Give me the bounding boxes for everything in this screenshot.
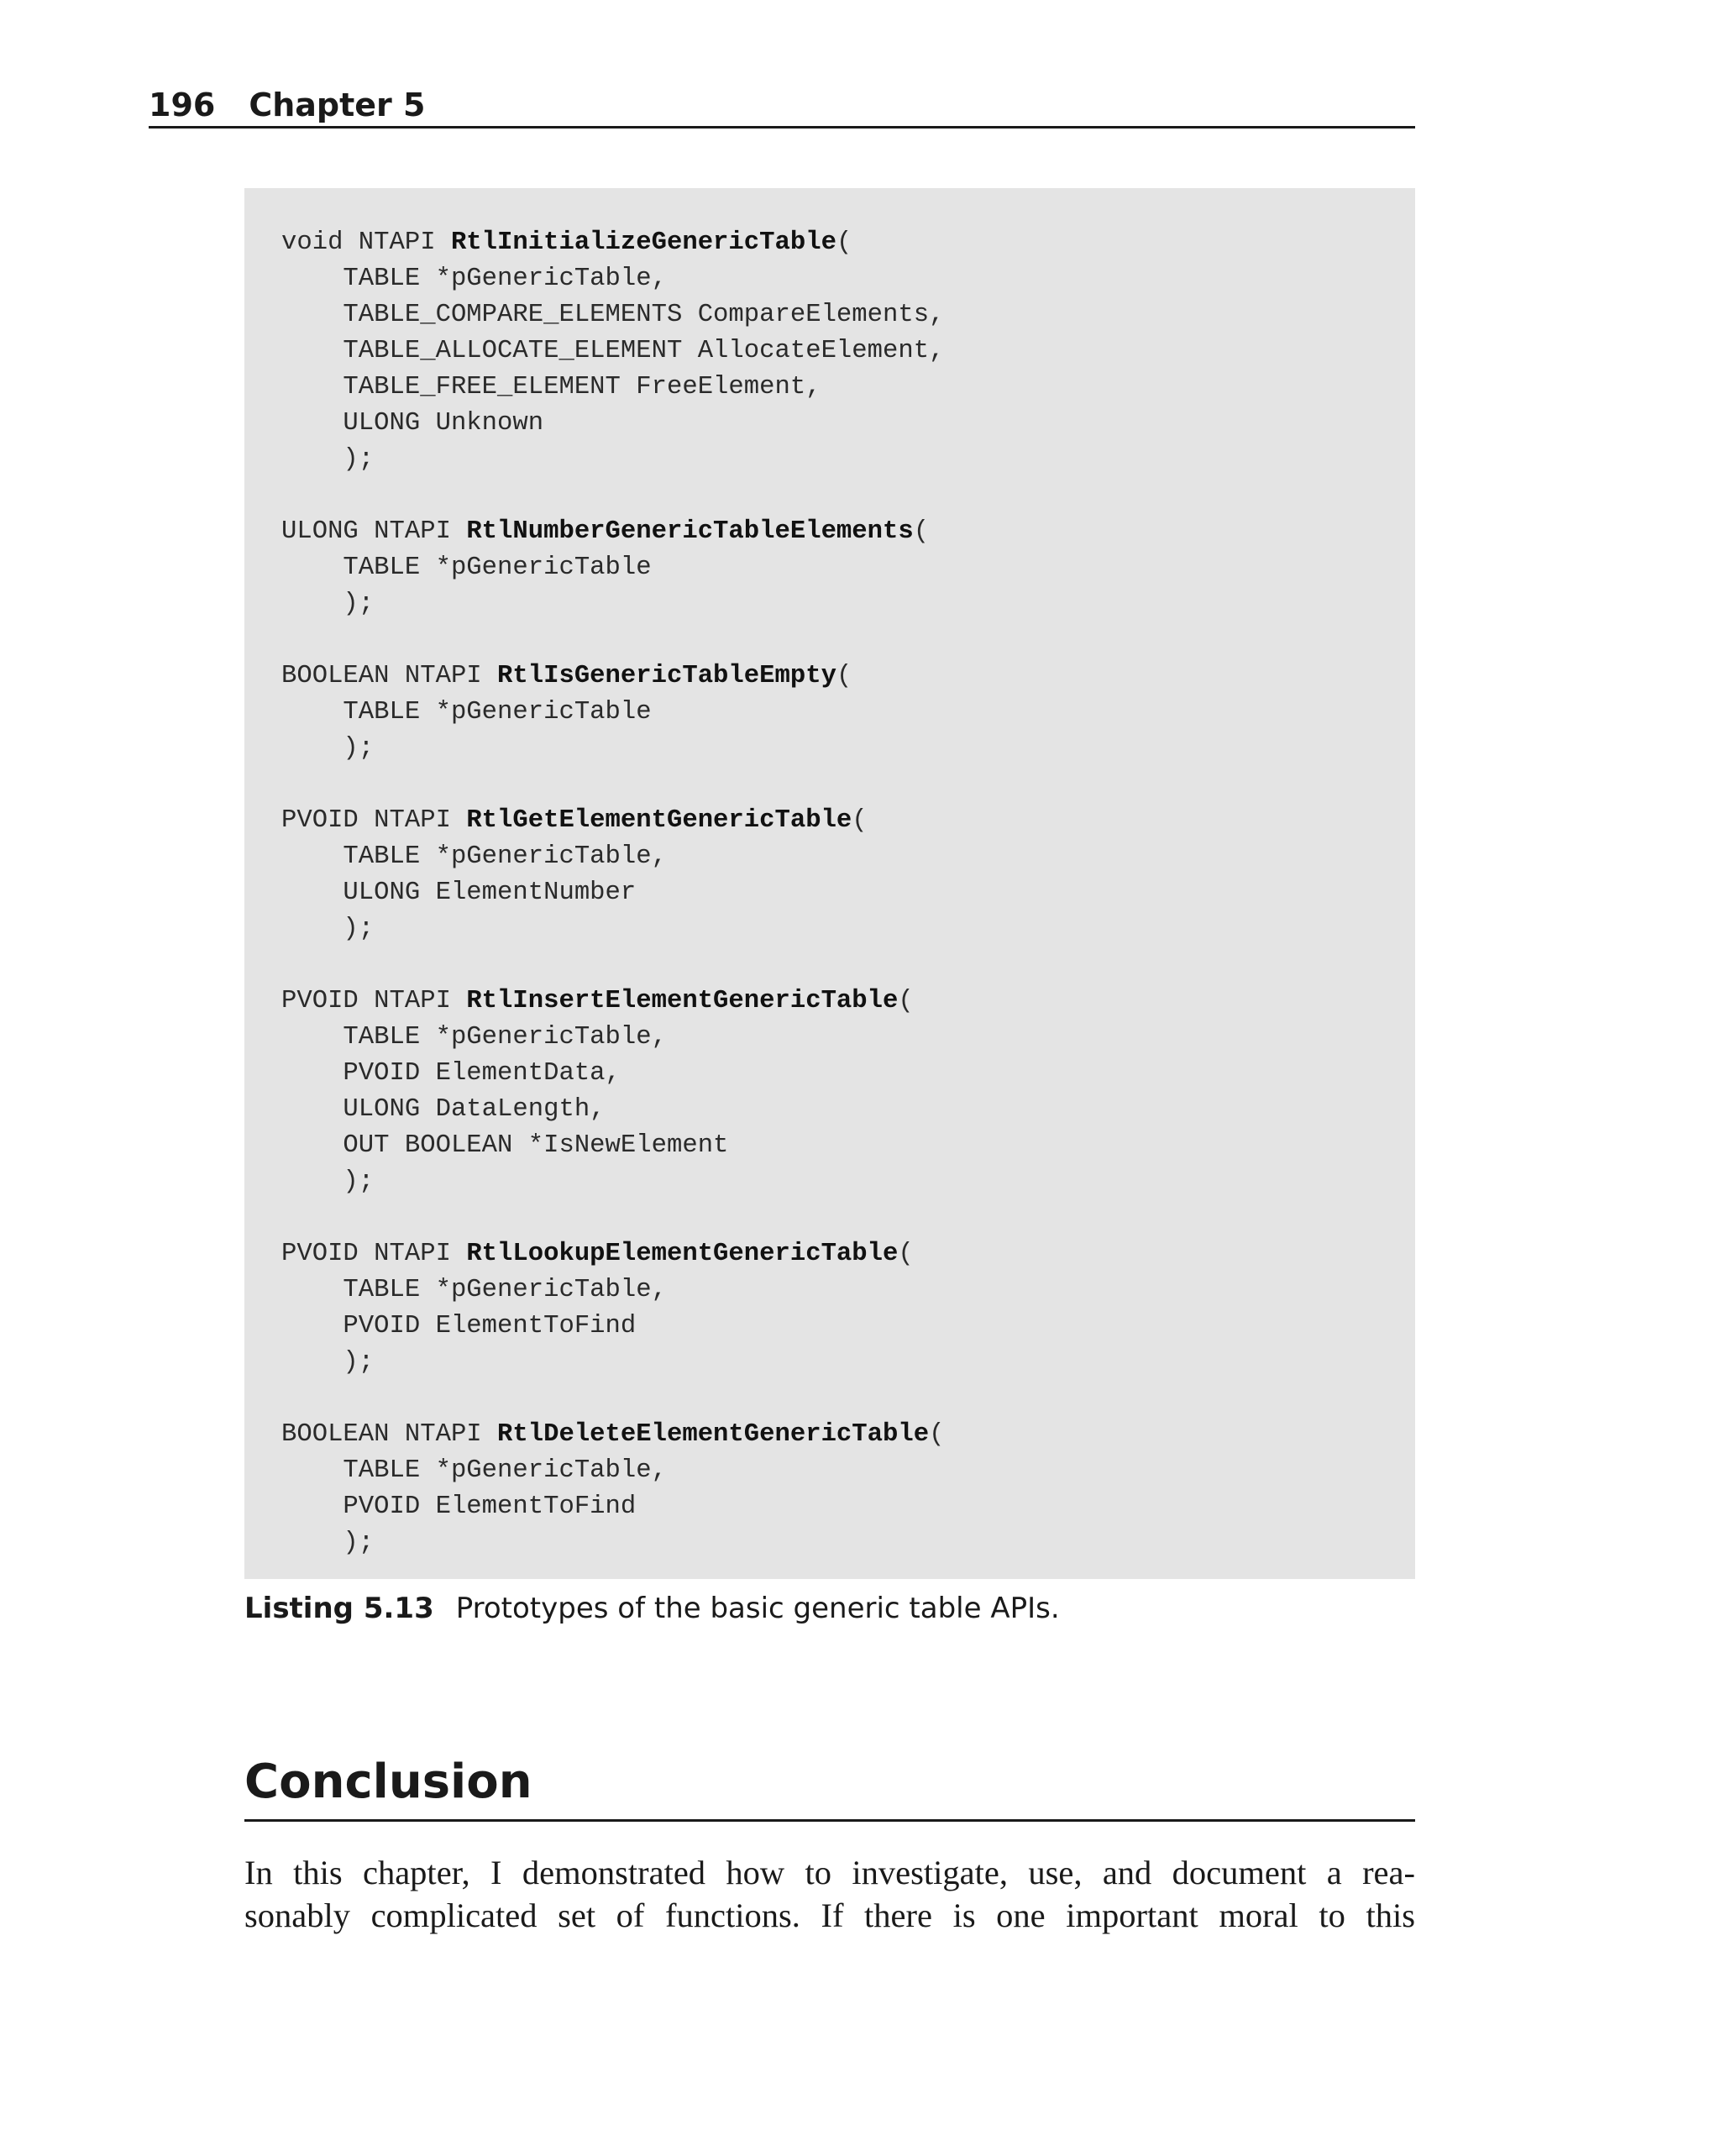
running-header	[149, 84, 1415, 129]
code-text: ULONG Unknown	[281, 409, 544, 438]
listing-caption	[244, 1587, 1415, 1629]
code-line	[281, 478, 1415, 514]
code-line	[281, 1381, 1415, 1417]
code-text: PVOID NTAPI	[281, 987, 467, 1015]
function-name: RtlDeleteElementGenericTable	[497, 1420, 930, 1449]
function-name: RtlLookupElementGenericTable	[466, 1240, 899, 1268]
code-text: TABLE *pGenericTable	[281, 698, 652, 727]
code-text: PVOID NTAPI	[281, 806, 467, 835]
body-line: In this chapter, I demonstrated how to investigate, use, and document a rea-	[244, 1854, 1415, 1891]
code-text: );	[281, 1348, 375, 1377]
code-line	[281, 1200, 1415, 1236]
code-text: ULONG DataLength,	[281, 1095, 606, 1124]
listing-caption-label: Listing 5.13	[244, 1592, 434, 1625]
code-text: (	[898, 987, 914, 1015]
code-text: TABLE *pGenericTable,	[281, 1456, 667, 1485]
code-line	[281, 731, 1415, 767]
code-line	[281, 1345, 1415, 1381]
code-text: OUT BOOLEAN *IsNewElement	[281, 1131, 729, 1160]
code-line	[281, 1489, 1415, 1525]
function-name: RtlGetElementGenericTable	[466, 806, 852, 835]
code-text: ULONG NTAPI	[281, 517, 467, 546]
code-text: TABLE_FREE_ELEMENT FreeElement,	[281, 373, 821, 401]
code-line	[281, 1128, 1415, 1164]
code-line	[281, 803, 1415, 839]
code-line	[281, 695, 1415, 731]
code-line	[281, 586, 1415, 622]
code-text: TABLE *pGenericTable,	[281, 265, 667, 293]
code-text: TABLE_ALLOCATE_ELEMENT AllocateElement,	[281, 337, 945, 365]
code-text: void NTAPI	[281, 228, 451, 257]
code-line	[281, 1417, 1415, 1453]
chapter-title: Chapter 5	[249, 87, 426, 123]
code-text: (	[836, 228, 852, 257]
code-line	[281, 658, 1415, 695]
code-text: );	[281, 734, 375, 763]
function-name: RtlIsGenericTableEmpty	[497, 662, 836, 690]
code-line	[281, 1092, 1415, 1128]
code-listing	[244, 188, 1415, 1579]
code-line	[281, 1272, 1415, 1309]
code-text: PVOID ElementData,	[281, 1059, 621, 1088]
code-line	[281, 1525, 1415, 1561]
code-text: (	[836, 662, 852, 690]
code-text: (	[898, 1240, 914, 1268]
listing-caption-text: Prototypes of the basic generic table APIs.	[455, 1592, 1060, 1625]
code-line	[281, 297, 1415, 333]
code-text: );	[281, 1167, 375, 1196]
code-text: (	[929, 1420, 945, 1449]
code-text: TABLE *pGenericTable	[281, 553, 652, 582]
code-text: TABLE_COMPARE_ELEMENTS CompareElements,	[281, 301, 945, 329]
code-text: );	[281, 445, 375, 474]
code-line	[281, 875, 1415, 911]
code-line	[281, 1164, 1415, 1200]
code-text: BOOLEAN NTAPI	[281, 1420, 498, 1449]
code-line	[281, 1309, 1415, 1345]
code-text: TABLE *pGenericTable,	[281, 1276, 667, 1304]
code-text: );	[281, 590, 375, 618]
section-heading: Conclusion	[244, 1749, 1415, 1822]
body-paragraph	[244, 1851, 1415, 1937]
code-text: PVOID NTAPI	[281, 1240, 467, 1268]
code-line	[281, 1020, 1415, 1056]
code-line	[281, 333, 1415, 370]
code-line	[281, 514, 1415, 550]
code-text: );	[281, 915, 375, 943]
code-line	[281, 767, 1415, 803]
body-line: sonably complicated set of functions. If there is one important moral to this	[244, 1896, 1415, 1934]
function-name: RtlInitializeGenericTable	[450, 228, 836, 257]
function-name: RtlInsertElementGenericTable	[466, 987, 899, 1015]
code-text: ULONG ElementNumber	[281, 879, 637, 907]
code-text: (	[852, 806, 868, 835]
code-line	[281, 1056, 1415, 1092]
code-text: );	[281, 1529, 375, 1557]
code-line	[281, 442, 1415, 478]
code-text: (	[913, 517, 930, 546]
code-line	[281, 622, 1415, 658]
page-number: 196	[149, 87, 216, 123]
code-line	[281, 550, 1415, 586]
function-name: RtlNumberGenericTableElements	[466, 517, 914, 546]
code-text: PVOID ElementToFind	[281, 1312, 637, 1340]
code-text: BOOLEAN NTAPI	[281, 662, 498, 690]
code-text: TABLE *pGenericTable,	[281, 1023, 667, 1052]
code-line	[281, 911, 1415, 947]
code-text: PVOID ElementToFind	[281, 1492, 637, 1521]
code-line	[281, 947, 1415, 984]
code-line	[281, 839, 1415, 875]
code-line	[281, 225, 1415, 261]
code-line	[281, 1453, 1415, 1489]
code-line	[281, 984, 1415, 1020]
code-line	[281, 406, 1415, 442]
code-line	[281, 370, 1415, 406]
code-line	[281, 261, 1415, 297]
code-text: TABLE *pGenericTable,	[281, 842, 667, 871]
code-line	[281, 1236, 1415, 1272]
